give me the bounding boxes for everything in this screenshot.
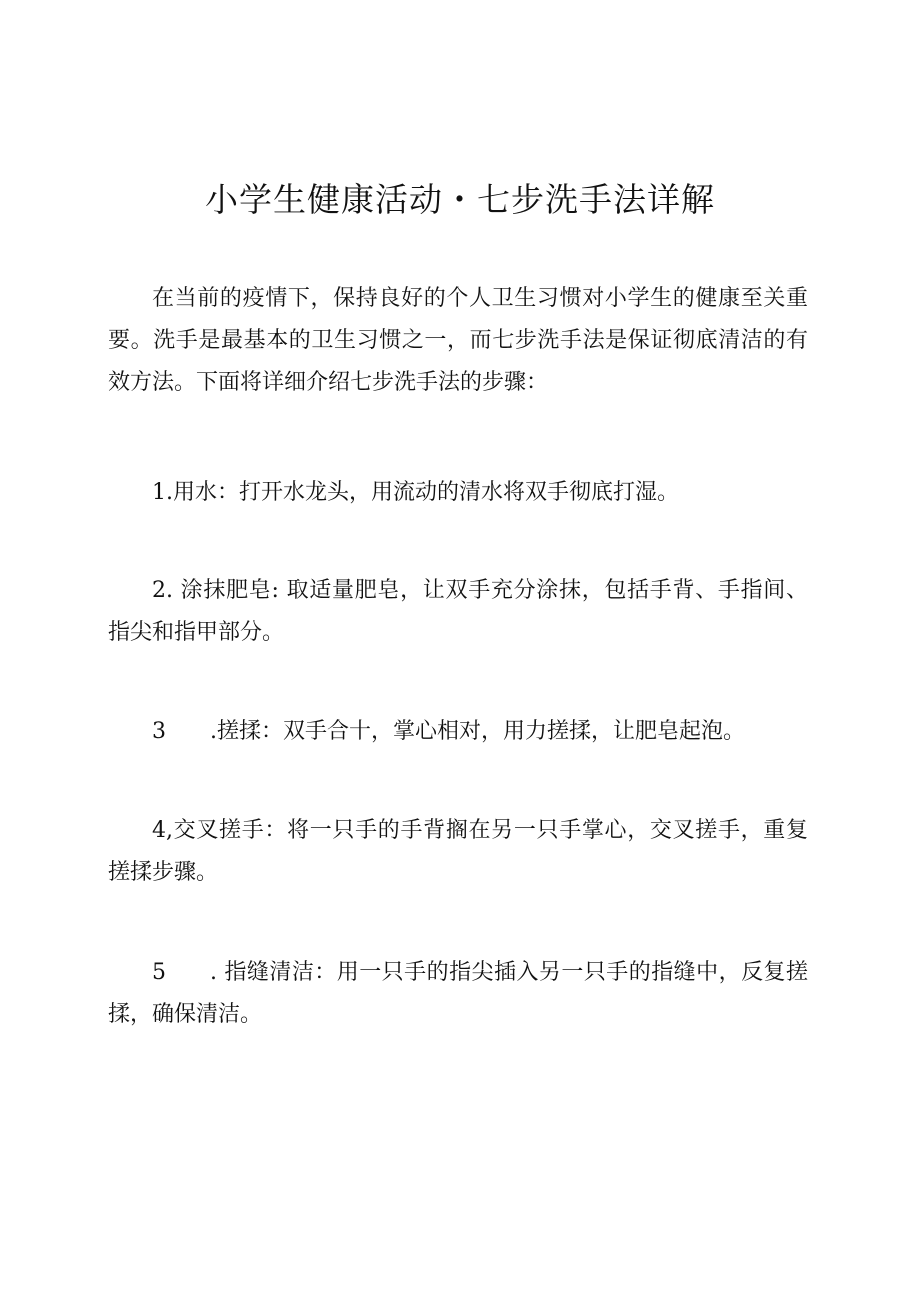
step-3	[108, 711, 808, 753]
step-1-number: 1.	[152, 480, 173, 505]
step-5	[108, 952, 808, 1036]
step-4-number: 4,	[152, 818, 173, 843]
step-5-number: 5	[152, 960, 166, 985]
step-4	[108, 810, 808, 894]
step-1-text: 用水：打开水龙头，用流动的清水将双手彻底打湿。	[173, 480, 680, 505]
step-2	[108, 570, 808, 654]
step-1	[108, 472, 808, 514]
intro-paragraph: 在当前的疫情下，保持良好的个人卫生习惯对小学生的健康至关重要。洗手是最基本的卫生习惯之一，而七步洗手法是保证彻底清洁的有效方法。下面将详细介绍七步洗手法的步骤：	[108, 286, 808, 395]
step-3-text: .搓揉：双手合十，掌心相对，用力搓揉，让肥皂起泡。	[210, 719, 745, 744]
step-4-text: 交叉搓手：将一只手的手背搁在另一只手掌心，交叉搓手，重复搓揉步骤。	[108, 818, 808, 885]
step-5-text: . 指缝清洁：用一只手的指尖插入另一只手的指缝中，反复搓揉，确保清洁。	[108, 960, 808, 1027]
step-2-number: 2	[152, 578, 166, 603]
document-title: 小学生健康活动・七步洗手法详解	[205, 180, 715, 219]
step-2-text: . 涂抹肥皂: 取适量肥皂，让双手充分涂抹，包括手背、手指间、指尖和指甲部分。	[108, 578, 808, 645]
step-3-number: 3	[152, 719, 166, 744]
